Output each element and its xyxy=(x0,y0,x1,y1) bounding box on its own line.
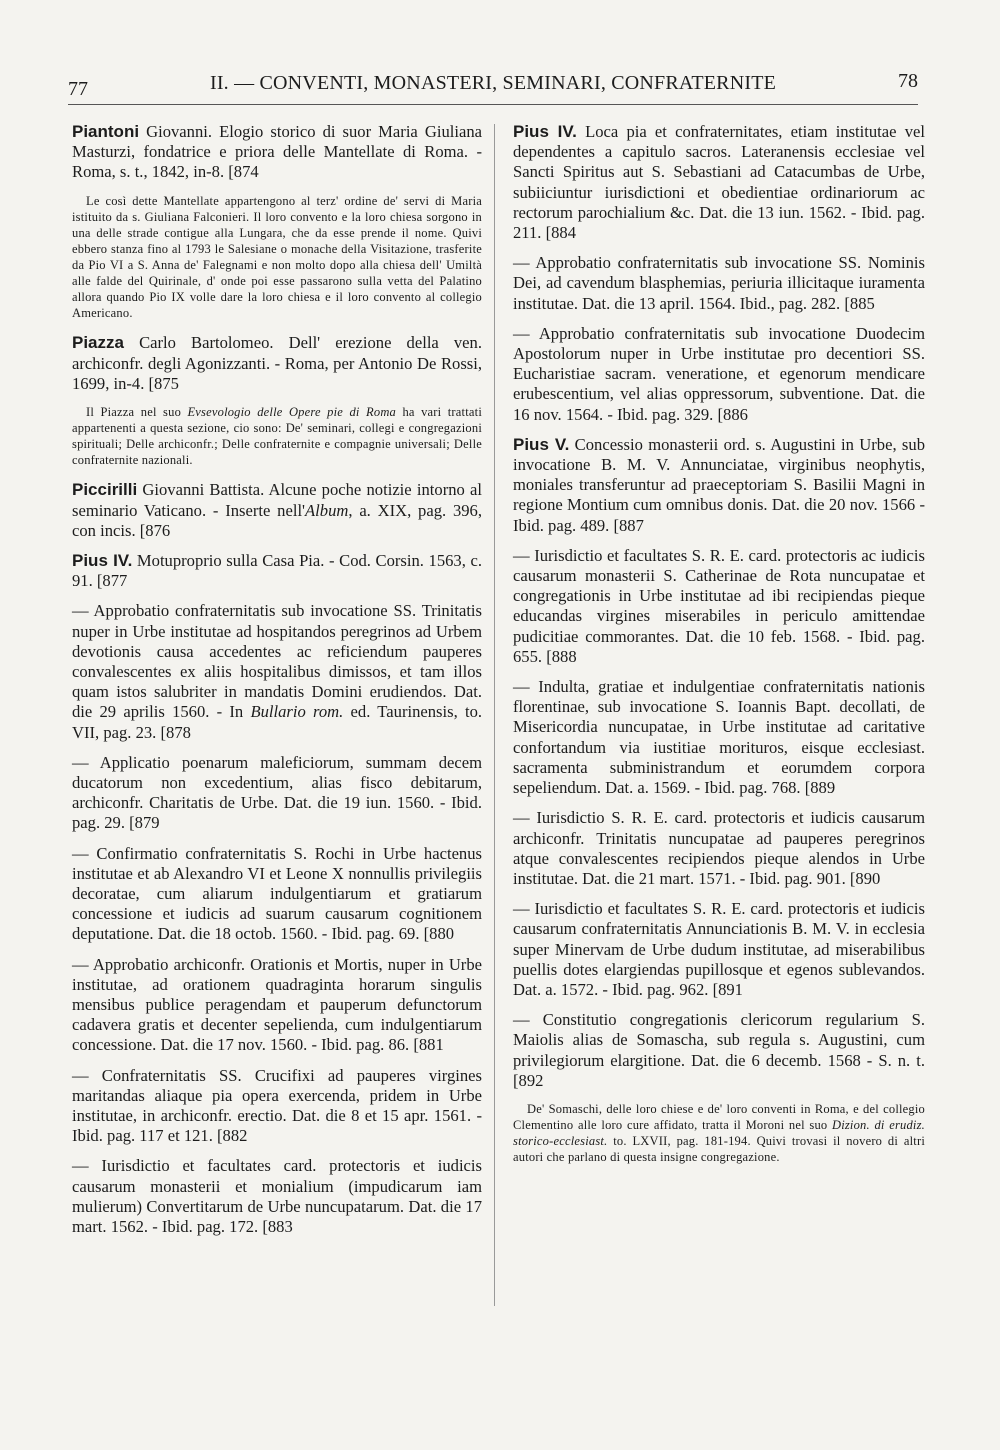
entry-884 xyxy=(513,122,925,243)
entry-888 xyxy=(513,546,925,667)
note-text: to. LXVII, pag. 181-194. Quivi trovasi il novero di altri autori che parlano di questa insigne congregazione. xyxy=(513,1134,925,1165)
entry-880 xyxy=(72,844,482,945)
section-title: II. — CONVENTI, MONASTERI, SEMINARI, CONFRATERNITE xyxy=(209,72,777,94)
entry-text: ed. Taurinensis, to. VII, pag. 23. xyxy=(72,702,483,742)
entry-author: Pius V. xyxy=(513,434,570,454)
entry-text: — Confirmatio confraternitatis S. Rochi in Urbe hactenus institutae et ab Alexandro VI et Leone X nonnullis privilegiis decoratae, cum aliarum indulgentiarum et gratiarum concessione et iudicis ad suarum causarum cognitionem deputatione. Dat. die 18 octob. 1560. - Ibid. pag. 69. xyxy=(72,843,482,944)
entry-number: [876 xyxy=(139,520,171,540)
entry-text: — Approbatio confraternitatis sub invocatione Duodecim Apostolorum nuper in Urbe institutae pro decentiori SS. Eucharistiae sacram. veneratione, et egenorum mendicare erubescentium, vel alias oppressorum, subventione. Dat. die 16 nov. 1564. - Ibid. pag. 329. xyxy=(513,323,925,424)
entry-author: Pius IV. xyxy=(513,122,577,141)
entry-number: [886 xyxy=(717,404,748,424)
entry-text: — Approbatio confraternitatis sub invocatione SS. Nominis Dei, ad cavendum blasphemias, periuria illicitaque iuramenta institutae. Dat. die 13 april. 1564. Ibid., pag. 282. xyxy=(513,253,925,313)
entry-879 xyxy=(72,753,482,834)
entry-891 xyxy=(513,899,925,1000)
entry-author: Piantoni xyxy=(72,122,140,141)
entry-text: Giovanni. Elogio storico di suor Maria Giuliana Masturzi, fondatrice e priora delle Mantellate di Roma. - Roma, s. t., 1842, in-8. xyxy=(72,122,482,182)
entry-text: — Iurisdictio et facultates S. R. E. card. protectoris et iudicis causarum confraternitatis Annunciationis B. M. V. in ecclesia super Minervam de Urbe dudum institutae, ad miserabilibus puellis dotes elargiendas pupillosque et egenos sublevandos. Dat. a. 1572. - Ibid. pag. 962. xyxy=(513,899,925,999)
note-title: Evsevologio delle Opere pie di Roma xyxy=(187,404,396,419)
entry-892 xyxy=(513,1010,925,1091)
entry-text: — Indulta, gratiae et indulgentiae confraternitatis nationis florentinae, sub invocatione S. Ioannis Bapt. decollati, de Misericordia nuncupatae, in Urbe institutae ad caritative confortandum via iustitiae morituros, eisque ecclesiast. sacramenta subministrandum et eorumdem corpora sepeliendum. Dat. a. 1569. - Ibid. pag. 768. xyxy=(513,677,925,798)
entry-892-note xyxy=(513,1101,925,1165)
entry-number: [879 xyxy=(129,813,160,833)
entry-text: — Iurisdictio et facultates S. R. E. card. protectoris ac iudicis causarum monasterii S. Catherinae de Rota nuncupatae et congregationis in Urbe institutae ad ibi recipiendas pieque educandas virgines miserabiles in periculo amittendae pudicitiae commorantes. Dat. die 10 feb. 1568. - Ibid. pag. 655. xyxy=(513,545,925,666)
entry-878 xyxy=(72,601,482,742)
entry-877 xyxy=(72,551,482,591)
entry-number: [874 xyxy=(228,162,259,182)
column-divider xyxy=(494,124,495,1306)
entry-text: — Applicatio poenarum maleficiorum, summam decem ducatorum non excedentium, alias fisco debitarum, archiconfr. Charitatis de Urbe. Dat. die 19 iun. 1560. - Ibid. pag. 29. xyxy=(72,752,482,833)
entry-875-note xyxy=(72,404,482,468)
entry-text: Loca pia et confraternitates, etiam institutae vel dependentes a capitulo sacros. Lateranensis ecclesiae vel Sancti Spiritus aut S. Sebastiani ad Catacumbas de Urbe, subiiciuntur iurisdictioni et obedientiae ordinariorum ac rectorum parochialium &c. Dat. die 13 iun. 1562. - Ibid. pag. 211. xyxy=(513,122,925,243)
left-column xyxy=(72,122,482,1247)
entry-number: [885 xyxy=(844,293,875,313)
page-number-right: 78 xyxy=(898,70,918,92)
entry-number: [878 xyxy=(160,722,191,742)
entry-876 xyxy=(72,480,482,541)
entry-number: [887 xyxy=(613,515,644,535)
entry-number: [880 xyxy=(423,924,455,944)
entry-886 xyxy=(513,324,925,425)
entry-number: [888 xyxy=(546,646,577,666)
entry-author: Piazza xyxy=(72,333,124,353)
entry-title: Album xyxy=(305,500,349,520)
entry-887 xyxy=(513,435,925,536)
entry-text: — Iurisdictio S. R. E. card. protectoris et iudicis causarum archiconfr. Trinitatis nuncupatae ad pauperes peregrinos atque convalescentes recipiendos pieque alendos in Urbe institutae. Dat. die 21 mart. 1571. - Ibid. pag. 901. xyxy=(513,808,925,888)
note-text: Il Piazza nel suo xyxy=(86,404,188,419)
entry-title: Bullario rom. xyxy=(250,702,344,722)
entry-text: Concessio monasterii ord. s. Augustini in Urbe, sub invocatione B. M. V. Annunciatae, virginibus neophytis, moniales transferuntur ad praeceptoriam S. Basilii Magni in regione Montium cum omnibus donis. Dat. die 20 nov. 1566 - Ibid. pag. 489. xyxy=(513,434,925,535)
right-column xyxy=(513,122,925,1177)
entry-number: [889 xyxy=(804,778,836,798)
entry-number: [892 xyxy=(513,1070,544,1090)
entry-number: [877 xyxy=(96,571,128,591)
note-text: ha vari trattati appartenenti a questa sezione, cio sono: De' seminari, collegi e congregazioni spirituali; Delle archiconfr.; Delle confraternite e compagnie universali; Delle confraternite nazionali. xyxy=(72,404,482,468)
note-title: Dizion. di erudiz. storico-ecclesiast. xyxy=(513,1118,925,1149)
entry-874-note: Le così dette Mantellate appartengono al terz' ordine de' servi di Maria istituito da s. Giuliana Falconieri. Il loro convento e la loro chiesa sorgono in una delle strade contigue alla Lungara, che da esse prende il nome. Quivi ebbero stanza fino al 1793 le Salesiane o monache della Visitazione, trasferite da Pio VI a S. Anna de' Falegnami e non molto dopo alla chiesa dell' Umiltà alle falde del Quirinale, d' onde poi esse passarono sulla vetta del Palatino allora quando Pio IX volle dare la loro chiesa e il loro convento al collegio Americano. xyxy=(72,193,482,321)
page-number-left: 77 xyxy=(68,78,88,100)
entry-875 xyxy=(72,333,482,394)
header-rule xyxy=(68,104,918,105)
entry-number: [875 xyxy=(148,373,179,393)
entry-number: [890 xyxy=(849,868,881,888)
entry-number: [883 xyxy=(262,1217,293,1237)
entry-881 xyxy=(72,955,482,1056)
entry-author: Piccirilli xyxy=(72,480,138,500)
entry-text: — Iurisdictio et facultates card. protectoris et iudicis causarum monasterii et monialium (impudicarum iam mulierum) Convertitarum de Urbe nuncupatarum. Dat. die 17 mart. 1562. - Ibid. pag. 172. xyxy=(72,1156,482,1237)
entry-882 xyxy=(72,1066,482,1147)
entry-890 xyxy=(513,808,925,889)
running-header xyxy=(68,70,918,104)
entry-text: — Constitutio congregationis clericorum regularium S. Maiolis alias de Somascha, sub regula s. Augustini, cum privilegiorum elargitione. Dat. die 6 decemb. 1568 - S. n. t. xyxy=(513,1010,925,1070)
entry-874 xyxy=(72,122,482,183)
entry-text: Giovanni Battista. Alcune poche notizie intorno al seminario Vaticano. - Inserte nell' xyxy=(72,480,482,520)
entry-text: , a. XIX, pag. 396, con incis. xyxy=(72,500,482,540)
entry-text: — Approbatio archiconfr. Orationis et Mortis, nuper in Urbe institutae, ad orationem quadraginta horarum singulis mensibus publice peragendam et pauperum defunctorum cadavera gratis et decenter sepelienda, cum indulgentiarum concessione. Dat. die 17 nov. 1560. - Ibid. pag. 86. xyxy=(72,954,482,1055)
entry-author: Pius IV. xyxy=(72,550,133,570)
note-text: De' Somaschi, delle loro chiese e de' loro conventi in Roma, e del collegio Clementino alle loro cure affidato, tratta il Moroni nel suo xyxy=(513,1101,925,1133)
entry-number: [882 xyxy=(217,1126,248,1146)
entry-text: — Approbatio confraternitatis sub invocatione SS. Trinitatis nuper in Urbe institutae ad hospitandos peregrinos ad Urbem devotionis causa accedentes ac reficiendum pauperes convalescentes ex aliis hospitalibus dimissos, et tam illos quam istos salubriter in mandatis Domini erudiendos. Dat. die 29 aprilis 1560. - In xyxy=(72,601,482,722)
entry-889 xyxy=(513,677,925,798)
entry-text: — Confraternitatis SS. Crucifixi ad pauperes virgines maritandas aliaque pia opera exercenda, pridem in Urbe institutae, in archiconfr. erectio. Dat. die 8 et 15 apr. 1561. - Ibid. pag. 117 et 121. xyxy=(72,1065,482,1146)
entry-885 xyxy=(513,253,925,314)
entry-number: [881 xyxy=(413,1035,444,1055)
entry-number: [891 xyxy=(712,979,743,999)
entry-text: Motuproprio sulla Casa Pia. - Cod. Corsin. 1563, c. 91. xyxy=(72,550,482,591)
entry-883 xyxy=(72,1156,482,1237)
entry-number: [884 xyxy=(545,223,577,243)
entry-text: Carlo Bartolomeo. Dell' erezione della ven. archiconfr. degli Agonizzanti. - Roma, per Antonio De Rossi, 1699, in-4. xyxy=(72,333,482,393)
